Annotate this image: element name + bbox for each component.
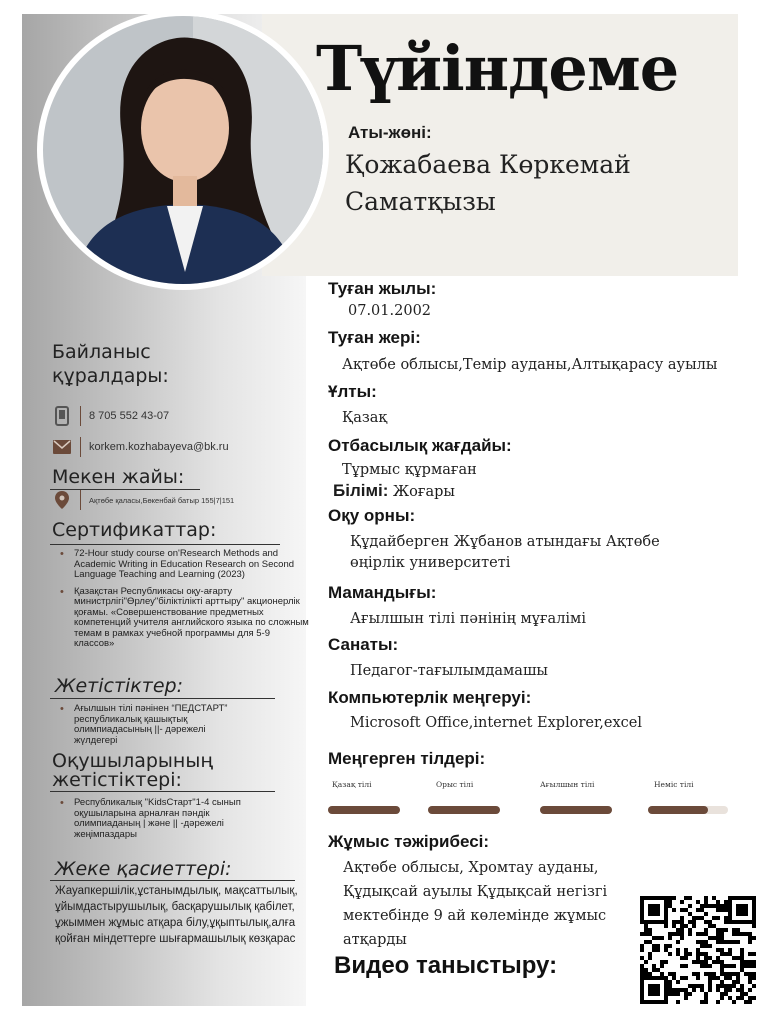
mail-icon	[52, 437, 72, 457]
divider	[50, 880, 295, 881]
language-name: Неміс тілі	[654, 780, 694, 789]
language-level-track	[648, 806, 728, 814]
language-level-track	[540, 806, 612, 814]
birth-year-label: Туған жылы:	[328, 279, 437, 298]
education-label: Білімі:	[333, 481, 389, 500]
divider	[80, 437, 81, 457]
phone-row	[52, 406, 169, 426]
address-heading: Мекен жайы:	[52, 466, 185, 488]
phone-icon	[52, 406, 72, 426]
divider	[50, 544, 280, 545]
birth-year-value: 07.01.2002	[348, 303, 432, 319]
birth-place-label: Туған жері:	[328, 328, 421, 347]
language-item	[648, 780, 728, 794]
specialty-value: Ағылшын тілі пәнінің мұғалімі	[350, 611, 586, 627]
student-achievements-heading: Оқушыларының жетістіктері:	[52, 750, 213, 791]
list-item: • 72-Hour study course on'Research Methods and Academic Writing in Education Research on Second Language Teaching and Learning (2023)	[60, 549, 310, 581]
divider	[50, 791, 275, 792]
phone-value: 8 705 552 43-07	[89, 410, 170, 422]
language-item	[428, 780, 508, 794]
student-achievements-list	[60, 798, 275, 846]
address-value: Ақтөбе қаласы,Бөкенбай батыр 155|7|151	[89, 495, 235, 505]
education-value: Жоғары	[392, 484, 455, 500]
qualities-text: Жауапкершілік,ұстанымдылық, мақсаттылық, ұйымдастырушылық, басқарушылық қабілет, ұжыммен жұмыс атқара білу,ұқыптылық,алға қойған міндеттерге шығармашылық көзқарас	[55, 885, 298, 945]
language-name: Ағылшын тілі	[540, 780, 595, 789]
divider	[80, 406, 81, 426]
language-level-fill	[328, 806, 400, 814]
language-level-fill	[428, 806, 500, 814]
qualities-heading: Жеке қасиеттері:	[55, 858, 232, 880]
location-pin-icon	[52, 490, 72, 510]
name-label: Аты-жөні:	[348, 123, 432, 142]
achievements-heading: Жетістіктер:	[55, 675, 183, 697]
name-value: Қожабаева Көркемай Саматқызы	[345, 150, 631, 216]
list-item: • Ағылшын тілі пәнінен “ПЕДСТАРТ” республикалық қашықтық олимпиадасының ||- дәрежелі жүлдегері	[60, 704, 250, 746]
video-heading: Видео таныстыру:	[334, 952, 558, 979]
marital-label: Отбасылық жағдайы:	[328, 436, 512, 455]
experience-label: Жұмыс тәжірибесі:	[328, 832, 490, 851]
school-label: Оқу орны:	[328, 506, 416, 525]
list-item: • Қазақстан Республикасы оқу-ағарту министрлігі"Өрлеу"біліктілікті арттыру" акционерлік қоғамы. «Совершенствование предметных компетенций учителя английского языка по сложным темам в рамках учебной программы для 5-9 классов»	[60, 587, 310, 650]
contacts-heading: Байланыс құралдары:	[52, 341, 169, 387]
language-level-track	[328, 806, 400, 814]
divider	[80, 490, 81, 510]
category-label: Санаты:	[328, 635, 399, 654]
page-title: Түйіндеме	[316, 32, 679, 105]
email-value: korkem.kozhabayeva@bk.ru	[89, 441, 229, 453]
language-level-track	[428, 806, 500, 814]
education-row	[333, 481, 455, 501]
language-item	[328, 780, 408, 794]
computer-value: Microsoft Office,internet Explorer,excel	[350, 715, 643, 731]
language-level-fill	[648, 806, 708, 814]
certificates-heading: Сертификаттар:	[52, 519, 217, 541]
languages-heading: Меңгерген тілдері:	[328, 749, 486, 768]
computer-label: Компьютерлік меңгеруі:	[328, 688, 532, 707]
specialty-label: Мамандығы:	[328, 583, 437, 602]
certificates-list	[60, 549, 310, 656]
qr-code-icon[interactable]	[640, 896, 756, 1004]
language-name: Орыс тілі	[436, 780, 474, 789]
nationality-value: Қазақ	[342, 410, 388, 426]
category-value: Педагог-тағылымдамашы	[350, 663, 548, 679]
list-item: • Республикалық "KidsСтарт"1-4 сынып оқушыларына арналған пәндік олимпиаданың | және || -дәрежелі жеңімпаздары	[60, 798, 275, 840]
marital-value: Тұрмыс құрмаған	[342, 462, 477, 478]
experience-value: Ақтөбе облысы, Хромтау ауданы, Құдықсай ауылы Құдықсай негізгі мектебінде 9 ай көлемінде жұмыс атқарды	[343, 860, 608, 948]
language-item	[540, 780, 620, 794]
school-value: Құдайберген Жұбанов атындағы Ақтөбе өңірлік университеті	[350, 534, 660, 571]
address-row	[52, 490, 234, 510]
nationality-label: Ұлты:	[328, 382, 377, 401]
language-name: Қазақ тілі	[332, 780, 372, 789]
language-level-fill	[540, 806, 612, 814]
birth-place-value: Ақтөбе облысы,Темір ауданы,Алтықарасу ауылы	[342, 357, 718, 373]
achievements-list	[60, 704, 250, 752]
email-row	[52, 437, 229, 457]
divider	[50, 698, 275, 699]
profile-photo	[37, 10, 329, 290]
